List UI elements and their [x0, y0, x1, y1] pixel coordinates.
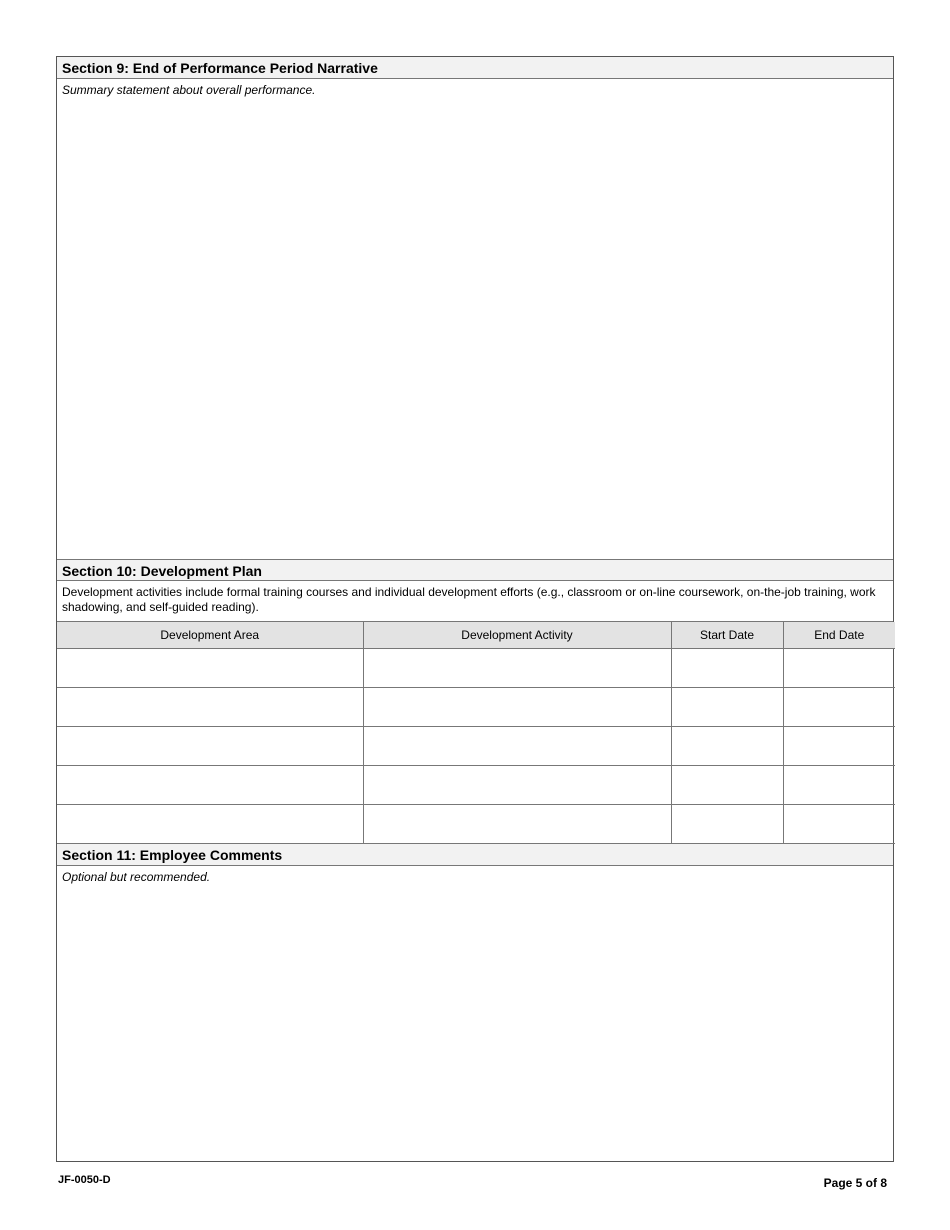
- section9-narrative-field[interactable]: [57, 79, 893, 559]
- employee-comments-field[interactable]: [57, 866, 893, 1161]
- section9-note: Summary statement about overall performance.: [62, 83, 316, 97]
- column-header-development-activity: Development Activity: [363, 622, 671, 649]
- section10-title: Section 10: Development Plan: [57, 559, 893, 581]
- table-row: [57, 688, 895, 727]
- table-header-row: [57, 622, 895, 649]
- development-activity-cell[interactable]: [363, 766, 671, 805]
- development-activity-cell[interactable]: [363, 688, 671, 727]
- end-date-cell[interactable]: [783, 649, 895, 688]
- development-area-cell[interactable]: [57, 649, 363, 688]
- section10-description: Development activities include formal training courses and individual development efforts (e.g., classroom or on-line coursework, on-the-job training, work shadowing, and self-guided reading).: [57, 582, 893, 622]
- development-area-cell[interactable]: [57, 805, 363, 844]
- start-date-cell[interactable]: [671, 805, 783, 844]
- table-row: [57, 766, 895, 805]
- page-number: Page 5 of 8: [823, 1176, 887, 1190]
- column-header-start-date: Start Date: [671, 622, 783, 649]
- form-page: [56, 56, 894, 1162]
- form-id: JF-0050-D: [58, 1174, 111, 1186]
- end-date-cell[interactable]: [783, 688, 895, 727]
- end-date-cell[interactable]: [783, 766, 895, 805]
- section11-title: Section 11: Employee Comments: [57, 844, 893, 866]
- section9-title: Section 9: End of Performance Period Narrative: [57, 57, 893, 79]
- table-row: [57, 727, 895, 766]
- table-row: [57, 649, 895, 688]
- development-area-cell[interactable]: [57, 688, 363, 727]
- end-date-cell[interactable]: [783, 805, 895, 844]
- column-header-end-date: End Date: [783, 622, 895, 649]
- development-plan-table: [57, 622, 895, 844]
- start-date-cell[interactable]: [671, 649, 783, 688]
- development-area-cell[interactable]: [57, 766, 363, 805]
- end-date-cell[interactable]: [783, 727, 895, 766]
- development-activity-cell[interactable]: [363, 649, 671, 688]
- development-activity-cell[interactable]: [363, 727, 671, 766]
- start-date-cell[interactable]: [671, 688, 783, 727]
- column-header-development-area: Development Area: [57, 622, 363, 649]
- development-area-cell[interactable]: [57, 727, 363, 766]
- table-row: [57, 805, 895, 844]
- start-date-cell[interactable]: [671, 727, 783, 766]
- development-activity-cell[interactable]: [363, 805, 671, 844]
- start-date-cell[interactable]: [671, 766, 783, 805]
- section11-note: Optional but recommended.: [62, 870, 211, 884]
